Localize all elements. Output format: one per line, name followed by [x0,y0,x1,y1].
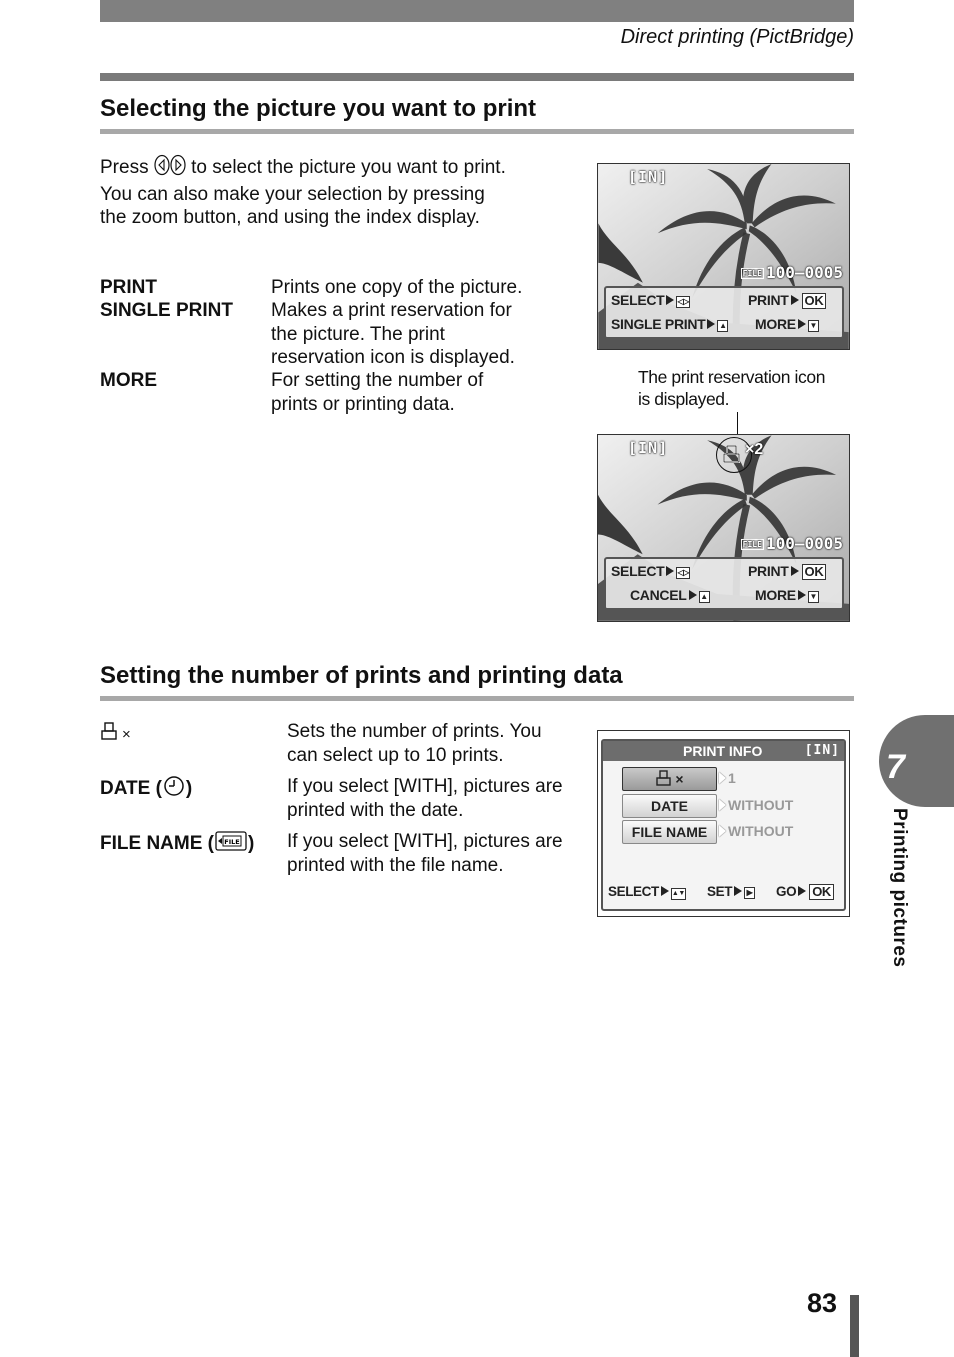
desc-print-count [287,720,542,767]
section1-underline [100,129,854,134]
menu-more-label: MORE [755,316,796,332]
header-bar [100,0,854,22]
term-file-name-label: FILE NAME ( [100,833,214,854]
desc-file-name [287,830,563,877]
screen-menu [604,286,844,339]
arrow-icon [791,295,799,305]
desc-date [287,775,563,822]
arrow-icon [798,886,806,896]
value-text: WITHOUT [728,823,794,839]
menu-more[interactable] [755,316,819,332]
desc-line: If you select [WITH], pictures are [287,831,563,852]
option-suffix: × [675,771,684,787]
term-file-name [100,830,254,859]
memory-indicator: [IN] [628,439,669,457]
footer-go-label: GO [776,884,797,899]
play-triangle-icon [719,772,726,784]
footer-select[interactable] [608,884,686,900]
screen-menu [604,557,844,610]
arrow-icon [666,295,674,305]
menu-select-label: SELECT [611,563,665,579]
file-number-text: 100–0005 [765,263,843,282]
desc-more [271,369,483,416]
desc-line: If you select [WITH], pictures are [287,776,563,797]
desc-line: can select up to 10 prints. [287,744,504,766]
page-number-bar [850,1295,859,1357]
camera-screen-select [597,163,850,350]
arrow-icon [666,566,674,576]
up-key-icon: ▲ [700,592,708,601]
camera-screen-reserved [597,434,850,622]
file-number-text: 100–0005 [765,534,843,553]
desc-line: Prints one copy of the picture. [271,277,523,298]
desc-line: the picture. The print [271,323,445,345]
intro-line3-text: the zoom button, and using the index display. [100,207,480,228]
ok-key: OK [802,564,827,580]
section2-title: Setting the number of prints and printing data [100,662,623,689]
print-reservation-icon [655,769,675,793]
chapter-number: 7 [886,748,905,786]
desc-line: Sets the number of prints. You [287,721,542,742]
arrow-icon [707,319,715,329]
right-key-icon: ▶ [744,887,755,899]
section1-title: Selecting the picture you want to print [100,95,537,122]
option-print-count[interactable] [622,767,717,791]
menu-print[interactable] [748,563,826,580]
footer-select-label: SELECT [608,884,659,899]
desc-single-print [271,299,515,370]
arrow-icon [689,590,697,600]
print-info-title: PRINT INFO [683,743,763,759]
term-close: ) [248,833,255,854]
term-date [100,775,192,804]
term-date-label: DATE ( [100,778,162,799]
desc-line: For setting the number of [271,370,484,391]
menu-cancel[interactable] [630,587,710,603]
page-number: 83 [807,1288,838,1318]
footer-set[interactable] [707,884,755,899]
menu-more-label: MORE [755,587,796,603]
file-icon [214,830,248,859]
play-triangle-icon [719,825,726,837]
intro-line2-text: You can also make your selection by pressing [100,183,485,205]
caption-line: is displayed. [638,389,730,409]
menu-cancel-label: CANCEL [630,587,687,603]
term-close: ) [185,778,193,799]
caption-line: The print reservation icon [638,367,826,387]
intro-press-text: Press [100,157,149,178]
section-rule-top [100,73,854,81]
file-icon: FILE [742,540,762,549]
menu-more[interactable] [755,587,819,603]
term-print-count [100,720,131,749]
term-more: MORE [100,370,157,391]
down-key-icon: ▼ [809,592,818,601]
value-text: WITHOUT [728,797,794,813]
left-right-key-icon: ◁▷ [677,297,690,306]
play-triangle-icon [719,799,726,811]
up-key-icon: ▲ [719,321,727,330]
footer-go[interactable] [776,884,834,900]
arrow-icon [734,886,742,896]
value-text: 1 [728,770,736,786]
print-reservation-icon [100,720,122,749]
arrow-icon [791,566,799,576]
option-date[interactable]: DATE [622,794,717,818]
down-key-icon: ▼ [809,321,818,330]
ok-key: OK [809,884,834,900]
desc-line: printed with the file name. [287,854,504,876]
menu-select[interactable] [611,292,690,308]
value-date [719,797,793,813]
section1-intro [100,154,506,230]
desc-line: prints or printing data. [271,393,455,415]
file-number [741,534,843,553]
print-info-frame [601,739,846,911]
print-info-titlebar [603,741,844,761]
footer-set-label: SET [707,884,733,899]
clock-icon [162,775,186,804]
term-single-print: SINGLE PRINT [100,300,234,321]
memory-indicator: [IN] [804,743,840,758]
arrow-icon [798,319,806,329]
arrow-icon [798,590,806,600]
print-info-screen [597,730,850,917]
running-head: Direct printing (PictBridge) [620,26,854,48]
section2-underline [100,696,854,701]
arrow-icon [661,886,669,896]
menu-single-print-label: SINGLE PRINT [611,316,706,332]
chapter-label: Printing pictures [889,808,910,968]
option-file-name[interactable]: FILE NAME [622,820,717,844]
intro-line1-text: to select the picture you want to print. [191,157,506,178]
reservation-count: ×2 [745,441,764,458]
menu-select-label: SELECT [611,292,665,308]
desc-line: Makes a print reservation for [271,300,512,321]
desc-print [271,276,522,300]
screen-caption [638,366,825,410]
file-icon: FILE [742,269,762,278]
left-right-key-icon: ◁▷ [677,568,690,577]
up-down-key-icon: ▲▼ [671,888,686,900]
left-right-arrow-icon [154,154,186,183]
term-suffix: × [122,726,131,743]
value-print-count [719,770,736,786]
svg-text:FILE: FILE [224,838,240,846]
desc-line: reservation icon is displayed. [271,347,515,368]
ok-key: OK [802,293,827,309]
memory-indicator: [IN] [628,168,669,186]
menu-print-label: PRINT [748,292,789,308]
menu-single-print[interactable] [611,316,728,332]
menu-print-label: PRINT [748,563,789,579]
file-number [741,263,843,282]
term-print: PRINT [100,277,157,298]
menu-select[interactable] [611,563,690,579]
desc-line: printed with the date. [287,799,464,821]
menu-print[interactable] [748,292,826,309]
value-file-name [719,823,793,839]
